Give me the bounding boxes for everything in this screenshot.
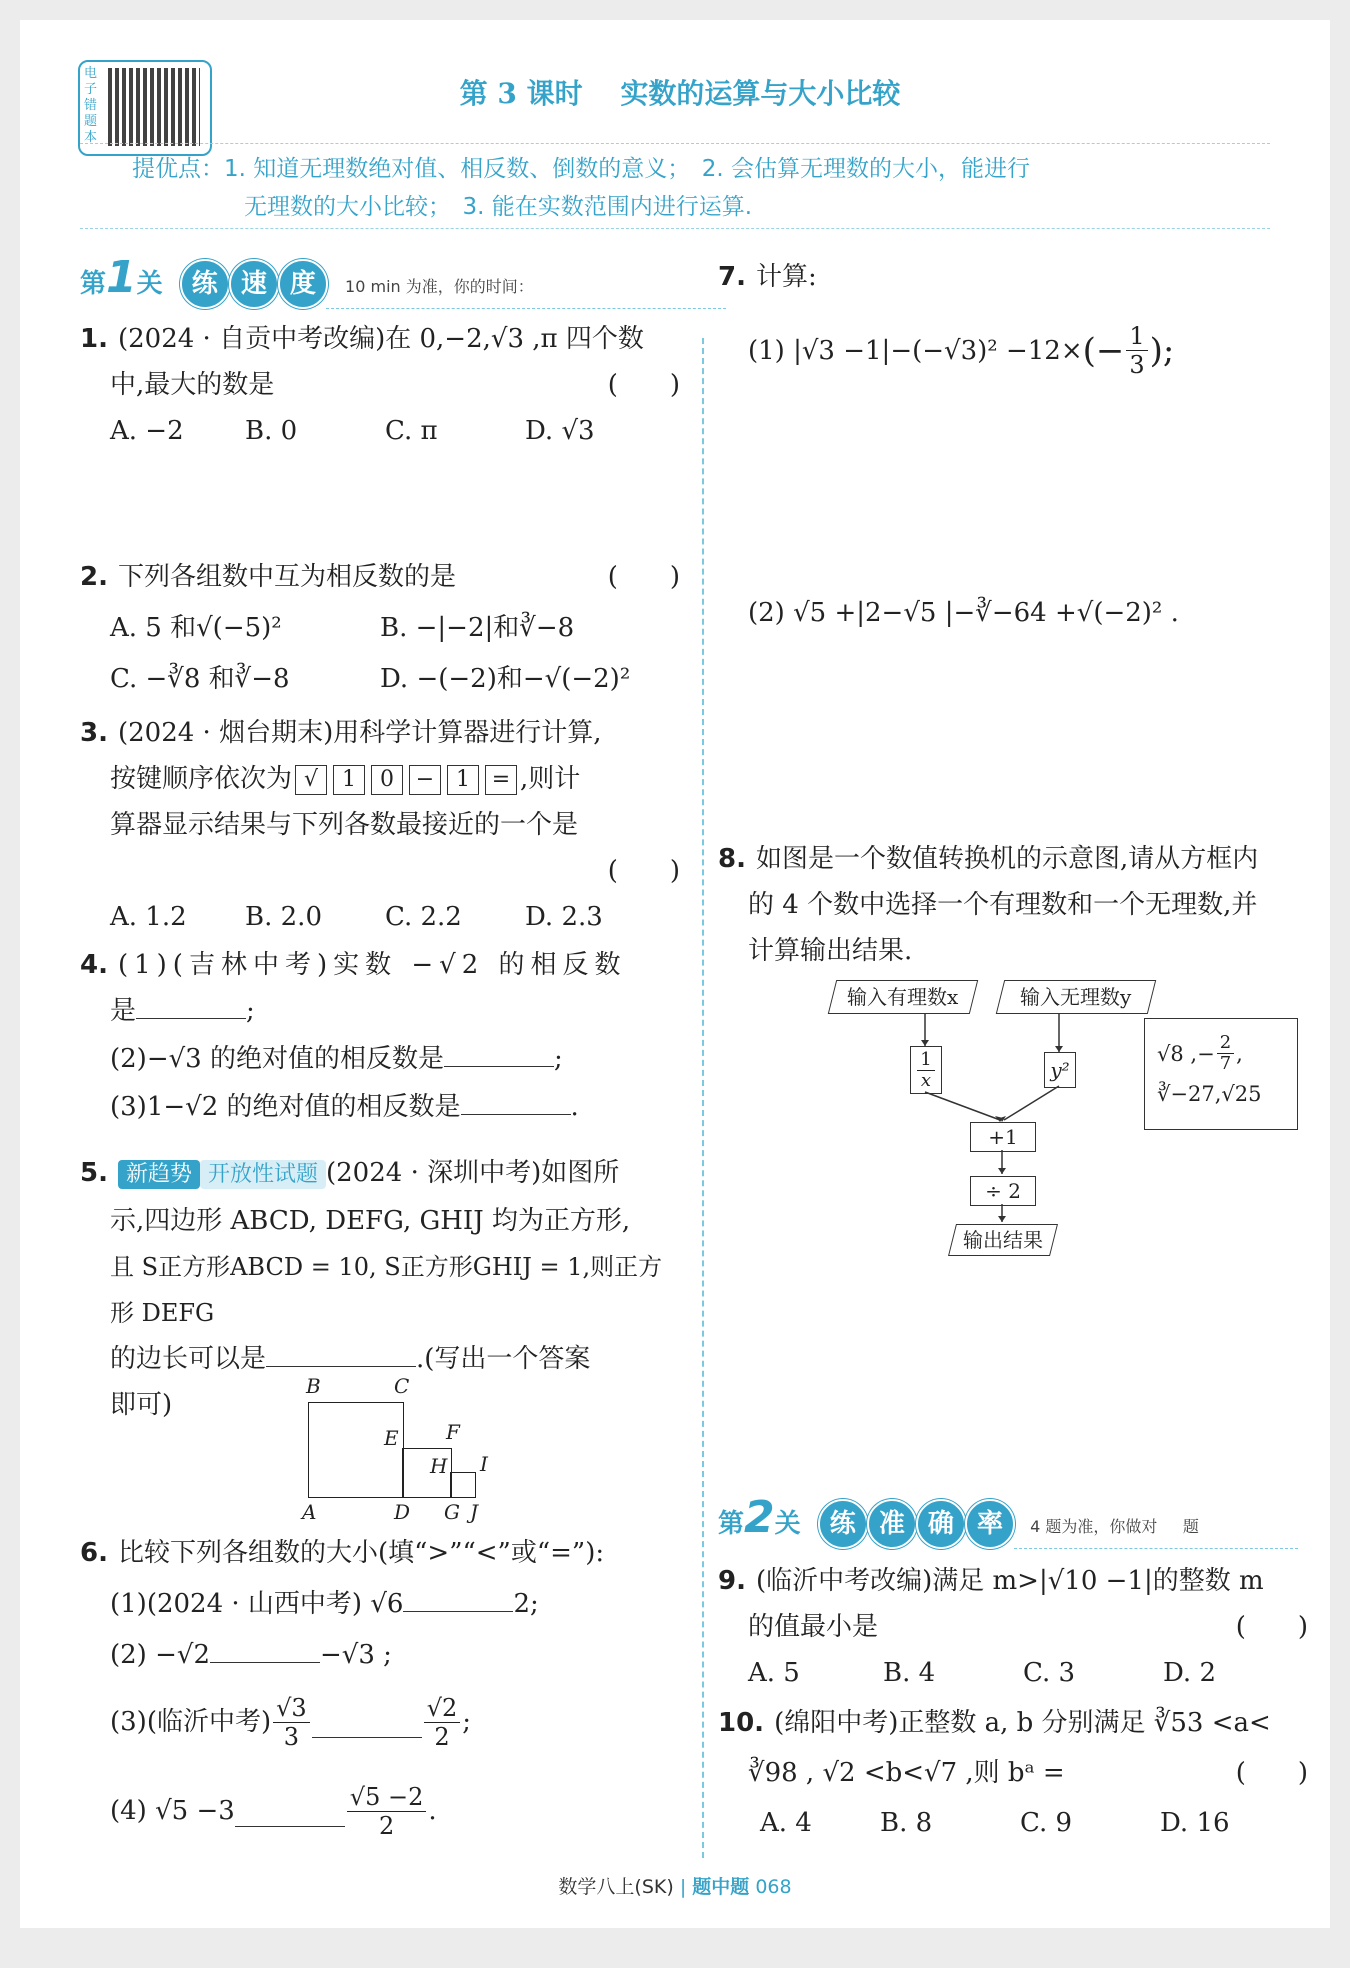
- options-frac: [1217, 1033, 1234, 1074]
- label-g: G: [444, 1500, 460, 1524]
- qr-code: [78, 60, 212, 156]
- s2-badge: 练: [818, 1499, 868, 1549]
- q6-blank-3[interactable]: [312, 1707, 422, 1738]
- s2-badge: 确: [916, 1499, 966, 1549]
- q1-option-a[interactable]: A. −2: [110, 416, 184, 446]
- label-c: C: [394, 1374, 410, 1398]
- q8-line2: 的 4 个数中选择一个有理数和一个无理数,并: [748, 890, 1258, 920]
- lesson-label: 第 3 课时: [459, 77, 583, 110]
- q6-number: 6.: [80, 1538, 108, 1568]
- q7-f-den: 3: [1129, 351, 1145, 379]
- opt-f-num: 2: [1217, 1033, 1234, 1054]
- question-10: [718, 1700, 1308, 1846]
- q4-p3-end: .: [570, 1092, 579, 1122]
- q2-answer-paren[interactable]: ( ): [607, 562, 680, 592]
- q4-part1: (1)(吉林中考)实数 −√2 的相反数: [117, 950, 627, 980]
- q3-option-b[interactable]: B. 2.0: [245, 902, 322, 932]
- q10-number: 10.: [718, 1708, 765, 1738]
- q1-number: 1.: [80, 324, 108, 354]
- q10-option-c[interactable]: C. 9: [1020, 1808, 1073, 1838]
- tip-2b: 无理数的大小比较；: [244, 194, 440, 220]
- question-9: [718, 1558, 1308, 1696]
- q6-f2-den: 2: [434, 1722, 450, 1751]
- q6-part3: (3)(临沂中考): [110, 1707, 272, 1737]
- q9-line2: 的值最小是: [748, 1612, 879, 1642]
- options-line2: ∛−27,√25: [1157, 1082, 1262, 1106]
- q6-f3-den: 2: [378, 1811, 395, 1840]
- q6-blank-2[interactable]: [210, 1632, 320, 1663]
- plus-label: +1: [988, 1125, 1018, 1149]
- question-6: [80, 1530, 700, 1856]
- label-b: B: [306, 1374, 321, 1398]
- tip-label: 提优点：: [132, 156, 224, 182]
- q9-number: 9.: [718, 1566, 746, 1596]
- q6-part2: (2) −√2: [110, 1640, 210, 1670]
- q9-line1: (临沂中考改编)满足 m>|√10 −1|的整数 m: [755, 1566, 1264, 1596]
- q2-option-d[interactable]: D. −(−2)和−√(−2)²: [380, 664, 631, 694]
- question-4: [80, 942, 680, 1130]
- q6-part1: (1)(2024 · 山西中考) √6: [110, 1589, 404, 1619]
- q4-part3: (3)1−√2 的绝对值的相反数是: [110, 1092, 461, 1122]
- q3-option-a[interactable]: A. 1.2: [110, 902, 187, 932]
- q6-f1-den: 3: [283, 1722, 300, 1751]
- q10-option-a[interactable]: A. 4: [760, 1808, 812, 1838]
- q3-number: 3.: [80, 718, 108, 748]
- q3-option-d[interactable]: D. 2.3: [525, 902, 603, 932]
- opt-f-den: 7: [1219, 1053, 1232, 1074]
- q7-p1-open: (−: [1082, 330, 1125, 371]
- s2-num: 2: [744, 1492, 775, 1543]
- footer-series: 题中题: [692, 1876, 750, 1898]
- footer-sep: |: [679, 1876, 687, 1898]
- s2-post: 关: [774, 1509, 801, 1539]
- label-h: H: [430, 1454, 448, 1478]
- tip-2: 2. 会估算无理数的大小，能进行: [701, 156, 1031, 182]
- q6-blank-4[interactable]: [235, 1796, 345, 1827]
- square-abcd: [308, 1402, 404, 1498]
- square-ghij: [450, 1472, 476, 1498]
- question-2: [80, 554, 680, 702]
- section-1-header: [80, 252, 680, 309]
- recip-num: 1: [917, 1050, 934, 1071]
- flowchart: [820, 980, 1310, 1250]
- q7-f-num: 1: [1126, 322, 1147, 351]
- s2-note: 4 题为准，你做对 题: [1030, 1517, 1199, 1536]
- question-7: [718, 254, 1308, 379]
- tip-bottom-rule: [80, 228, 1270, 229]
- output-label: 输出结果: [963, 1228, 1043, 1252]
- label-i: I: [480, 1452, 488, 1476]
- q7-p1-end: );: [1149, 330, 1175, 371]
- squares-figure: [290, 1374, 520, 1524]
- q5-line1: (2024 · 深圳中考)如图所: [326, 1158, 620, 1188]
- input-y-label: 输入无理数y: [1020, 985, 1132, 1009]
- q8-line3: 计算输出结果.: [748, 936, 913, 966]
- label-d: D: [394, 1500, 411, 1524]
- label-a: A: [302, 1500, 317, 1524]
- q6-f1-num: √3: [273, 1694, 310, 1723]
- q6-frac-3: [347, 1783, 427, 1840]
- question-8: [718, 836, 1308, 974]
- q5-line2: 示,四边形 ABCD, DEFG, GHIJ 均为正方形,: [110, 1206, 631, 1236]
- label-e: E: [384, 1426, 399, 1450]
- key-equals: =: [485, 765, 517, 795]
- s1-pre: 第: [80, 269, 107, 299]
- q2-option-c[interactable]: C. −∛8 和∛−8: [110, 664, 290, 694]
- s2-pre: 第: [718, 1509, 745, 1539]
- q9-option-d[interactable]: D. 2: [1163, 1658, 1216, 1688]
- s1-post: 关: [136, 269, 163, 299]
- q6-p1-end: 2;: [513, 1589, 539, 1619]
- label-j: J: [470, 1500, 479, 1524]
- s2-underline: [1014, 1548, 1298, 1549]
- tips: [132, 150, 1252, 226]
- key-sqrt: √: [295, 765, 327, 795]
- qr-pattern: [108, 68, 200, 146]
- q3-line1: (2024 · 烟台期末)用科学计算器进行计算,: [117, 718, 602, 748]
- s2-badge: 率: [965, 1499, 1015, 1549]
- q9-answer-paren[interactable]: ( ): [1235, 1612, 1308, 1642]
- q9-option-a[interactable]: A. 5: [748, 1658, 800, 1688]
- q4-part2: (2)−√3 的绝对值的相反数是: [110, 1044, 444, 1074]
- square-label: y²: [1050, 1058, 1070, 1082]
- q6-part4: (4) √5 −3: [110, 1796, 235, 1826]
- flow-arrows: [820, 980, 1120, 1230]
- q7-part1: (1) |√3 −1|−(−√3)² −12×: [748, 335, 1083, 366]
- q8-number: 8.: [718, 844, 746, 874]
- question-7-part2: [748, 590, 1308, 636]
- q6-f3-num: √5 −2: [347, 1783, 427, 1812]
- s1-badge: 度: [278, 259, 328, 309]
- q5-line5: 即可): [110, 1390, 173, 1420]
- q8-line1: 如图是一个数值转换机的示意图,请从方框内: [755, 844, 1259, 874]
- s1-badge: 速: [229, 259, 279, 309]
- question-3: [80, 710, 680, 940]
- s1-badge: 练: [180, 259, 230, 309]
- q2-option-b[interactable]: B. −|−2|和∛−8: [380, 613, 575, 643]
- q5-tag-open: 开放性试题: [200, 1160, 326, 1189]
- q10-answer-paren[interactable]: ( ): [1235, 1758, 1308, 1788]
- q4-p2-end: ;: [554, 1044, 563, 1074]
- qr-caption: 电子错题本: [84, 66, 98, 145]
- section-2-header: [718, 1492, 1308, 1549]
- divide-label: ÷ 2: [985, 1179, 1021, 1203]
- q10-option-d[interactable]: D. 16: [1160, 1808, 1230, 1838]
- q1-line1: (2024 · 自贡中考改编)在 0,−2,√3 ,π 四个数: [117, 324, 644, 354]
- q7-text: 计算:: [755, 262, 817, 292]
- q4-blank-3[interactable]: [461, 1084, 571, 1115]
- column-divider: [702, 338, 704, 1858]
- q2-text: 下列各组数中互为相反数的是: [117, 562, 456, 592]
- q5-line4: 的边长可以是: [110, 1344, 267, 1374]
- q4-part1b: 是: [110, 996, 137, 1026]
- q7-frac: [1126, 322, 1147, 379]
- q6-p2-end: −√3 ;: [320, 1640, 392, 1670]
- q6-f2-num: √2: [424, 1694, 461, 1723]
- options-line1-end: ,: [1236, 1041, 1243, 1066]
- s1-num: 1: [106, 252, 137, 303]
- q5-blank[interactable]: [266, 1336, 416, 1367]
- q5-tag-trend: 新趋势: [118, 1160, 200, 1189]
- q6-frac-2: [424, 1694, 461, 1751]
- q6-p4-end: .: [428, 1796, 437, 1826]
- q1-line2: 中,最大的数是: [110, 370, 275, 400]
- q3-answer-paren[interactable]: ( ): [607, 856, 680, 886]
- number-options-box: [1144, 1018, 1298, 1130]
- question-1: [80, 316, 680, 454]
- s1-underline: [326, 308, 726, 309]
- q6-text: 比较下列各组数的大小(填“>”“<”或“=”):: [117, 1538, 605, 1568]
- q1-option-c[interactable]: C. π: [385, 416, 438, 446]
- footer-book: 数学八上(SK): [558, 1876, 674, 1898]
- tip-3: 3. 能在实数范围内进行运算.: [462, 194, 753, 220]
- q6-frac-1: [273, 1694, 310, 1751]
- q10-line2: ∛98 , √2 <b<√7 ,则 bᵃ =: [748, 1758, 1065, 1788]
- q2-option-a[interactable]: A. 5 和√(−5)²: [110, 613, 282, 643]
- q1-answer-paren[interactable]: ( ): [607, 370, 680, 400]
- lesson-title: 实数的运算与大小比较: [620, 77, 901, 110]
- q4-blank-1[interactable]: [136, 988, 246, 1019]
- q10-option-b[interactable]: B. 8: [880, 1808, 933, 1838]
- q4-blank-2[interactable]: [444, 1036, 554, 1067]
- q5-line4-end: .(写出一个答案: [416, 1344, 591, 1374]
- label-f: F: [446, 1420, 460, 1444]
- s1-note: 10 min 为准，你的时间：: [345, 277, 534, 296]
- q2-number: 2.: [80, 562, 108, 592]
- q9-option-c[interactable]: C. 3: [1023, 1658, 1076, 1688]
- options-line1: √8 ,−: [1157, 1041, 1215, 1066]
- q5-line3: 且 S正方形ABCD = 10, S正方形GHIJ = 1,则正方形 DEFG: [110, 1253, 663, 1327]
- q3-line2-end: ,则计: [520, 764, 581, 794]
- q1-option-b[interactable]: B. 0: [245, 416, 298, 446]
- footer: [20, 1872, 1330, 1899]
- key-1b: 1: [447, 765, 479, 795]
- footer-page: 068: [755, 1876, 792, 1898]
- q3-line3: 算器显示结果与下列各数最接近的一个是: [110, 810, 579, 840]
- q4-p1-end: ;: [246, 996, 255, 1026]
- q6-blank-1[interactable]: [403, 1581, 513, 1612]
- recip-den: x: [920, 1069, 932, 1091]
- q4-number: 4.: [80, 950, 108, 980]
- key-minus: −: [409, 765, 441, 795]
- q7-part2: (2) √5 +|2−√5 |−∛−64 +√(−2)² .: [748, 598, 1179, 628]
- q5-number: 5.: [80, 1158, 108, 1188]
- page-title: [380, 72, 980, 112]
- q3-line2: 按键顺序依次为: [110, 764, 293, 794]
- q7-number: 7.: [718, 262, 746, 292]
- input-x-label: 输入有理数x: [847, 985, 959, 1009]
- key-0: 0: [371, 765, 403, 795]
- q3-option-c[interactable]: C. 2.2: [385, 902, 462, 932]
- key-1: 1: [333, 765, 365, 795]
- tip-1: 1. 知道无理数绝对值、相反数、倒数的意义；: [224, 156, 679, 182]
- q1-option-d[interactable]: D. √3: [525, 416, 595, 446]
- q6-p3-end: ;: [462, 1707, 472, 1737]
- q10-line1: (绵阳中考)正整数 a, b 分别满足 ∛53 <a<: [774, 1708, 1271, 1738]
- q9-option-b[interactable]: B. 4: [883, 1658, 936, 1688]
- tip-top-rule: [80, 143, 1270, 144]
- s2-badge: 准: [867, 1499, 917, 1549]
